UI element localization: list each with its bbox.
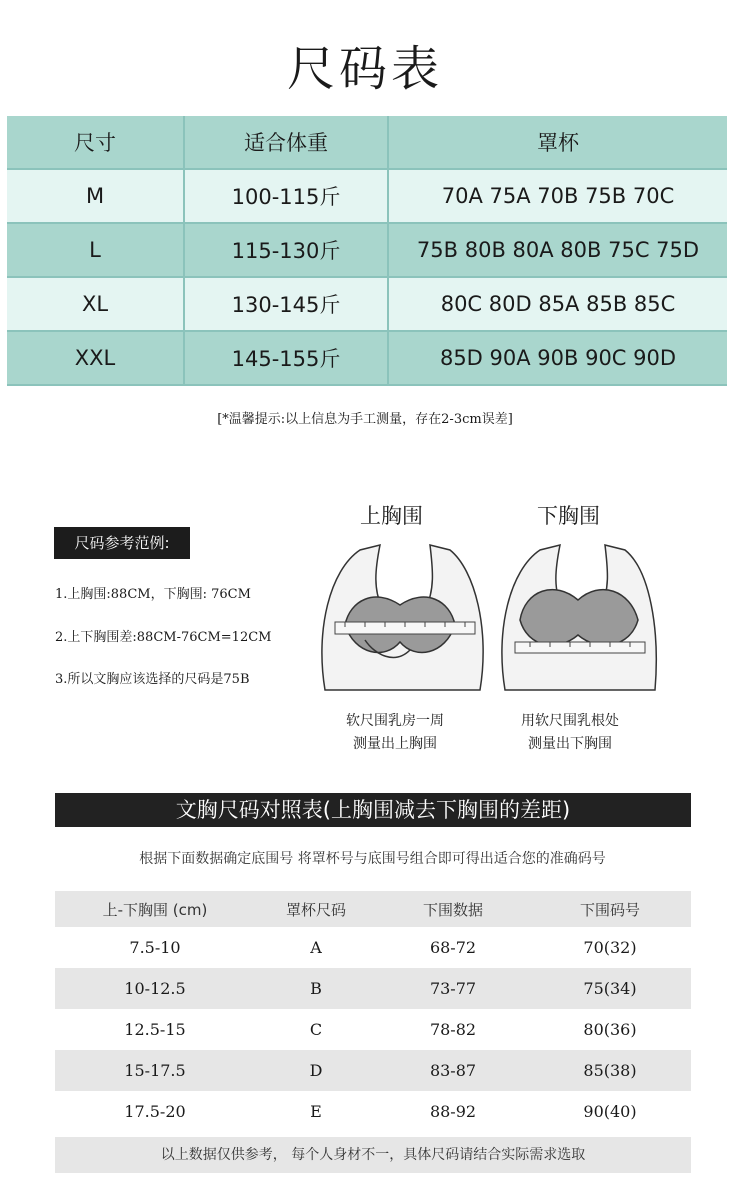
band-cell: 70(32)	[583, 938, 637, 957]
size-table	[7, 116, 727, 386]
upper-caption-line-2: 测量出上胸围	[353, 736, 437, 752]
cup-cell: 75B 80B 80A 80B 75C 75D	[388, 223, 727, 277]
cup-chart-banner: 文胸尺码对照表(上胸围减去下胸围的差距)	[55, 793, 691, 827]
lower-caption-line-1: 用软尺围乳根处	[521, 713, 619, 729]
size-cell: XXL	[7, 331, 184, 385]
diff-cell: 7.5-10	[129, 938, 181, 957]
example-label: 尺码参考范例:	[54, 527, 190, 559]
table-row	[7, 169, 727, 223]
cup-letter-cell: A	[310, 938, 322, 957]
cup-header-cup: 罩杯尺码	[255, 891, 377, 927]
upper-bust-caption	[330, 710, 460, 756]
size-cell: XL	[7, 277, 184, 331]
weight-cell: 130-145斤	[184, 277, 388, 331]
cup-table-header	[55, 891, 691, 927]
footer-disclaimer: 以上数据仅供参考， 每个人身材不一，具体尺码请结合实际需求选取	[55, 1137, 691, 1173]
cup-cell: 80C 80D 85A 85B 85C	[388, 277, 727, 331]
size-header-weight: 适合体重	[184, 116, 388, 169]
weight-cell: 145-155斤	[184, 331, 388, 385]
cup-chart-description: 根据下面数据确定底围号 将罩杯号与底围号组合即可得出适合您的准确码号	[139, 851, 606, 867]
cup-header-diff: 上-下胸围 (cm)	[55, 891, 255, 927]
size-cell: M	[7, 169, 184, 223]
table-row	[55, 1009, 691, 1050]
cup-cell: 70A 75A 70B 75B 70C	[388, 169, 727, 223]
example-line-1: 1.上胸围:88CM，下胸围: 76CM	[55, 587, 251, 602]
underbust-cell: 68-72	[429, 938, 477, 957]
diff-cell: 10-12.5	[55, 968, 255, 1009]
cup-letter-cell: C	[309, 1020, 323, 1039]
cup-header-band: 下围码号	[529, 891, 691, 927]
underbust-cell: 73-77	[377, 968, 529, 1009]
diff-cell: 15-17.5	[55, 1050, 255, 1091]
cup-letter-cell: B	[255, 968, 377, 1009]
lower-bust-illustration	[490, 530, 670, 700]
weight-cell: 100-115斤	[184, 169, 388, 223]
measurement-tip: [*温馨提示:以上信息为手工测量，存在2-3cm误差]	[217, 412, 513, 427]
size-table-header	[7, 116, 727, 169]
lower-bust-title: 下胸围	[537, 504, 600, 528]
upper-caption-line-1: 软尺围乳房一周	[346, 713, 444, 729]
diff-cell: 12.5-15	[124, 1020, 186, 1039]
table-row	[7, 277, 727, 331]
table-row	[55, 927, 691, 968]
band-cell: 90(40)	[583, 1102, 637, 1121]
lower-caption-line-2: 测量出下胸围	[528, 736, 612, 752]
cup-letter-cell: E	[310, 1102, 322, 1121]
example-line-3: 3.所以文胸应该选择的尺码是75B	[55, 672, 250, 687]
table-row	[55, 968, 691, 1009]
underbust-cell: 88-92	[429, 1102, 477, 1121]
table-row	[55, 1050, 691, 1091]
table-row	[7, 223, 727, 277]
cup-letter-cell: D	[255, 1050, 377, 1091]
upper-bust-title: 上胸围	[360, 504, 423, 528]
size-header-cup: 罩杯	[388, 116, 727, 169]
underbust-cell: 83-87	[377, 1050, 529, 1091]
weight-cell: 115-130斤	[184, 223, 388, 277]
cup-size-table	[55, 891, 691, 1132]
underbust-cell: 78-82	[429, 1020, 477, 1039]
cup-cell: 85D 90A 90B 90C 90D	[388, 331, 727, 385]
band-cell: 85(38)	[529, 1050, 691, 1091]
table-row	[55, 1091, 691, 1132]
size-header-size: 尺寸	[7, 116, 184, 169]
size-cell: L	[7, 223, 184, 277]
example-line-2: 2.上下胸围差:88CM-76CM=12CM	[55, 630, 272, 645]
band-cell: 80(36)	[583, 1020, 637, 1039]
page-title: 尺码表	[286, 41, 443, 97]
cup-header-underbust: 下围数据	[377, 891, 529, 927]
table-row	[7, 331, 727, 385]
diff-cell: 17.5-20	[124, 1102, 186, 1121]
lower-bust-caption	[505, 710, 635, 756]
band-cell: 75(34)	[529, 968, 691, 1009]
upper-bust-illustration	[305, 530, 505, 700]
